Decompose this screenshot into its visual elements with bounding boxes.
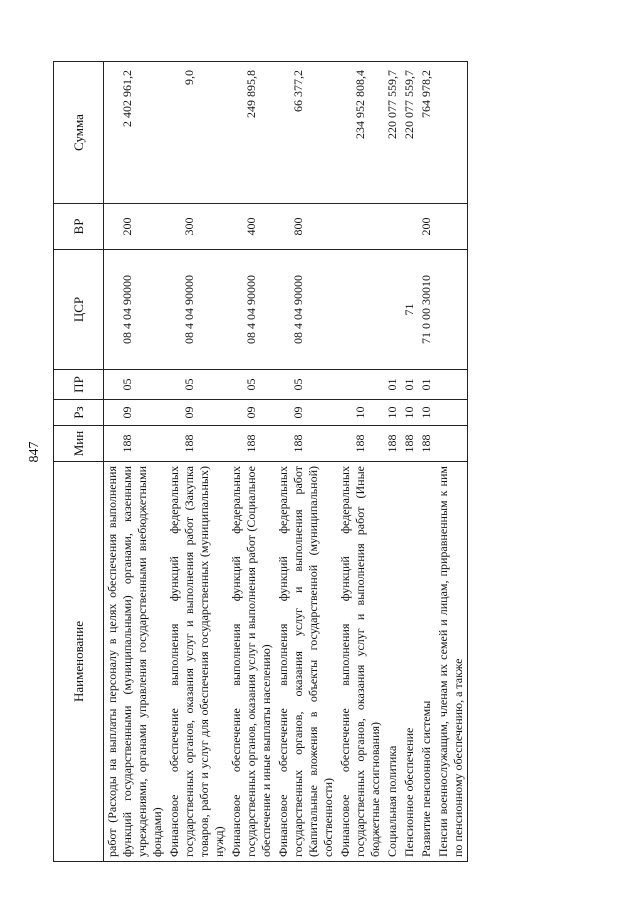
table-row [337, 62, 384, 862]
table-row [384, 62, 401, 862]
row-rz: 10 [337, 400, 384, 426]
table-row [435, 62, 468, 862]
row-csr: 08 4 04 90000 [228, 250, 275, 370]
table-row [275, 62, 337, 862]
header-sum: Сумма [54, 62, 104, 204]
row-min: 188 [401, 426, 418, 462]
row-name: работ (Расходы на выплаты персоналу в целях обеспечения выполнения функций государственными (муниципальными) органами, казенными учреждениями, органами управления государственными внебюджетными фондами) [104, 462, 167, 862]
row-vr: 800 [275, 204, 337, 250]
row-csr: 08 4 04 90000 [104, 250, 167, 370]
header-csr: ЦСР [54, 250, 104, 370]
header-vr: ВР [54, 204, 104, 250]
row-pr: 05 [104, 370, 167, 400]
row-pr: 01 [384, 370, 401, 400]
row-vr [435, 204, 468, 250]
row-name: Социальная политика [384, 462, 401, 862]
header-rz: Рз [54, 400, 104, 426]
row-min: 188 [337, 426, 384, 462]
rotated-table-container [53, 62, 573, 862]
row-min: 188 [384, 426, 401, 462]
row-sum: 249 895,8 [228, 62, 275, 204]
header-min: Мин [54, 426, 104, 462]
row-rz: 09 [166, 400, 228, 426]
row-name: Финансовое обеспечение выполнения функций федеральных государственных органов, оказания услуг и выполнения работ (Иные бюджетные ассигнования) [337, 462, 384, 862]
row-name: Финансовое обеспечение выполнения функций федеральных государственных органов, оказания услуг и выполнения работ (Капитальные вложения в объекты государственной (муниципальной) собственности) [275, 462, 337, 862]
row-pr: 05 [166, 370, 228, 400]
row-vr: 200 [104, 204, 167, 250]
row-csr: 71 0 00 30010 [418, 250, 435, 370]
row-pr: 05 [275, 370, 337, 400]
row-name: Пенсии военнослужащим, членам их семей и лицам, приравненным к ним по пенсионному обеспечению, а также [435, 462, 468, 862]
row-sum [435, 62, 468, 204]
row-csr [384, 250, 401, 370]
table-row [418, 62, 435, 862]
row-rz [435, 400, 468, 426]
row-name: Развитие пенсионной системы [418, 462, 435, 862]
header-name: Наименование [54, 462, 104, 862]
row-vr [337, 204, 384, 250]
page-number: 847 [27, 441, 42, 463]
row-min: 188 [104, 426, 167, 462]
row-rz: 09 [275, 400, 337, 426]
row-csr: 08 4 04 90000 [166, 250, 228, 370]
row-rz: 10 [418, 400, 435, 426]
row-pr [435, 370, 468, 400]
row-min: 188 [228, 426, 275, 462]
row-sum: 764 978,2 [418, 62, 435, 204]
table-row [104, 62, 167, 862]
row-rz: 10 [401, 400, 418, 426]
row-sum: 66 377,2 [275, 62, 337, 204]
budget-table [53, 61, 468, 862]
row-csr [435, 250, 468, 370]
row-vr [384, 204, 401, 250]
row-vr: 200 [418, 204, 435, 250]
row-sum: 220 077 559,7 [384, 62, 401, 204]
row-csr: 08 4 04 90000 [275, 250, 337, 370]
row-min: 188 [275, 426, 337, 462]
row-sum: 2 402 961,2 [104, 62, 167, 204]
table-row [166, 62, 228, 862]
row-rz: 10 [384, 400, 401, 426]
row-csr [337, 250, 384, 370]
row-vr: 300 [166, 204, 228, 250]
row-min [435, 426, 468, 462]
row-name: Финансовое обеспечение выполнения функций федеральных государственных органов, оказания услуг и выполнения работ (Закупка товаров, работ и услуг для обеспечения государственных (муниципальных) нужд) [166, 462, 228, 862]
row-rz: 09 [104, 400, 167, 426]
row-pr [337, 370, 384, 400]
row-pr: 01 [418, 370, 435, 400]
row-min: 188 [418, 426, 435, 462]
table-row [401, 62, 418, 862]
row-name: Пенсионное обеспечение [401, 462, 418, 862]
header-pr: ПР [54, 370, 104, 400]
row-name: Финансовое обеспечение выполнения функций федеральных государственных органов, оказания услуг и выполнения работ (Социальное обеспечение и иные выплаты населению) [228, 462, 275, 862]
row-sum: 234 952 808,4 [337, 62, 384, 204]
table-row [228, 62, 275, 862]
row-min: 188 [166, 426, 228, 462]
table-header-row [54, 62, 104, 862]
row-rz: 09 [228, 400, 275, 426]
row-pr: 01 [401, 370, 418, 400]
row-sum: 9,0 [166, 62, 228, 204]
row-vr [401, 204, 418, 250]
row-vr: 400 [228, 204, 275, 250]
row-csr: 71 [401, 250, 418, 370]
row-pr: 05 [228, 370, 275, 400]
row-sum: 220 077 559,7 [401, 62, 418, 204]
